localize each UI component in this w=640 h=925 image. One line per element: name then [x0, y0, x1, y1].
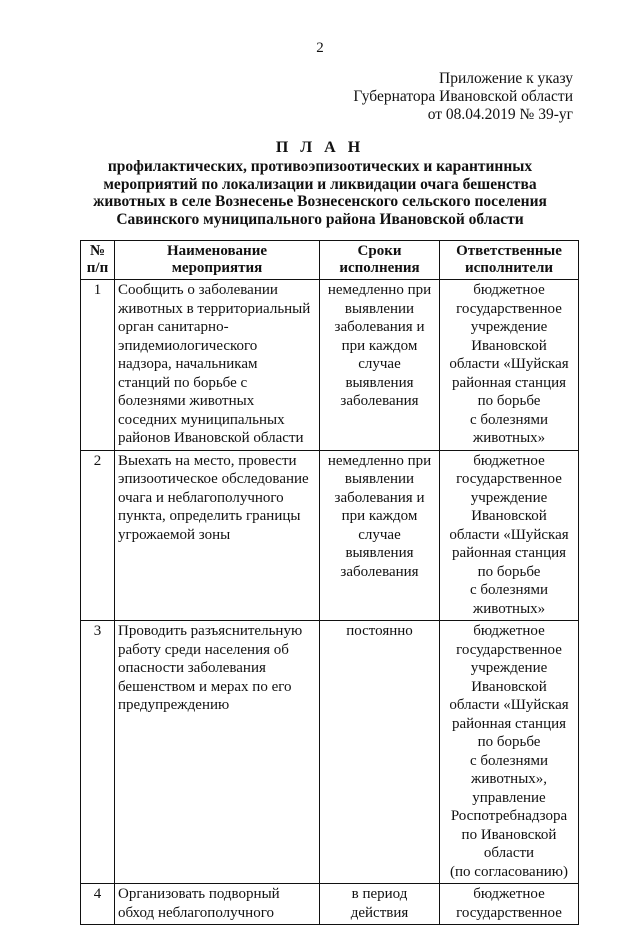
header-responsible — [440, 241, 579, 280]
row-number: 2 — [81, 450, 115, 621]
cell-line: Сообщить о заболевании — [118, 282, 278, 298]
cell-line: Проводить разъяснительную — [118, 623, 303, 639]
terms-cell — [320, 450, 440, 621]
cell-line: государственное — [456, 300, 562, 317]
subtitle-line: мероприятий по локализации и ликвидации очага бешенства — [103, 175, 537, 193]
cell-line: соседних муниципальных — [118, 411, 285, 428]
cell-line: эпизоотическое обследование — [118, 471, 309, 487]
cell-line: немедленно при — [327, 452, 432, 469]
cell-line: выявлении — [344, 471, 415, 487]
cell-line: Организовать подворный — [118, 886, 280, 902]
cell-line: государственное — [456, 641, 562, 658]
cell-line: болезнями животных — [118, 393, 255, 409]
cell-line: выявлении — [344, 300, 415, 317]
cell-line: действия — [350, 904, 409, 921]
activity-cell — [115, 884, 320, 925]
responsible-cell — [440, 621, 579, 884]
activity-cell — [115, 280, 320, 451]
cell-line: животных в территориальный — [118, 300, 311, 317]
cell-line: Ивановской — [471, 678, 547, 695]
header-line: исполнители — [464, 260, 554, 276]
cell-line: с болезнями — [469, 411, 549, 428]
cell-line: работу среди населения об — [118, 641, 289, 658]
cell-line: с болезнями — [469, 582, 549, 598]
header-number — [81, 241, 115, 280]
cell-line: заболевания и — [334, 489, 425, 506]
cell-line: животных» — [472, 430, 546, 446]
header-line: № — [89, 243, 106, 259]
header-line: Наименование — [167, 243, 267, 259]
cell-line: бюджетное — [473, 282, 545, 298]
header-activity — [115, 241, 320, 280]
responsible-cell — [440, 884, 579, 925]
cell-line: при каждом — [341, 337, 418, 354]
cell-line: животных», — [470, 771, 548, 787]
cell-line: бюджетное — [473, 623, 545, 639]
subtitle-line: Савинского муниципального района Ивановской области — [116, 210, 524, 228]
cell-line: районная станция — [451, 545, 567, 561]
row-number: 1 — [81, 280, 115, 451]
annex-block — [353, 70, 573, 124]
cell-line: области «Шуйская — [449, 697, 569, 713]
cell-line: надзора, начальникам — [118, 356, 258, 372]
table-row — [81, 884, 579, 925]
cell-line: немедленно при — [327, 282, 432, 298]
cell-line: станций по борьбе с — [118, 374, 248, 391]
cell-line: животных» — [472, 600, 546, 617]
cell-line: выявления — [345, 374, 414, 391]
cell-line: Ивановской — [471, 337, 547, 354]
annex-line: от 08.04.2019 № 39-уг — [427, 106, 573, 123]
cell-line: (по согласованию) — [450, 863, 568, 880]
header-terms — [320, 241, 440, 280]
cell-line: государственное — [456, 471, 562, 487]
table-header-row — [81, 241, 579, 280]
activity-cell — [115, 450, 320, 621]
row-number: 3 — [81, 621, 115, 884]
cell-line: орган санитарно- — [118, 319, 229, 335]
terms-cell — [320, 621, 440, 884]
cell-line: Роспотребнадзора — [450, 808, 568, 824]
subtitle-line: профилактических, противоэпизоотических и карантинных — [107, 158, 533, 175]
cell-line: опасности заболевания — [118, 660, 266, 676]
cell-line: области — [483, 845, 535, 861]
cell-line: заболевания — [340, 563, 419, 580]
cell-line: угрожаемой зоны — [118, 526, 231, 543]
annex-line: Приложение к указу — [439, 70, 573, 87]
cell-line: предупреждению — [118, 697, 230, 713]
cell-line: Выехать на место, провести — [118, 452, 297, 469]
cell-line: по Ивановской — [461, 826, 557, 843]
cell-line: районная станция — [451, 374, 567, 391]
cell-line: случае — [358, 526, 401, 543]
header-line: мероприятия — [171, 260, 263, 276]
terms-cell — [320, 280, 440, 451]
cell-line: по борьбе — [477, 734, 541, 750]
cell-line: Ивановской — [471, 508, 547, 524]
cell-line: учреждение — [470, 660, 548, 676]
table-row — [81, 280, 579, 451]
cell-line: области «Шуйская — [449, 526, 569, 543]
cell-line: области «Шуйская — [449, 356, 569, 372]
cell-line: постоянно — [346, 623, 413, 639]
header-line: исполнения — [339, 260, 420, 276]
annex-line: Губернатора Ивановской области — [353, 88, 573, 105]
cell-line: государственное — [456, 904, 562, 921]
subtitle-line: животных в селе Вознесенье Вознесенского сельского поселения — [93, 193, 547, 210]
document-subtitle — [60, 158, 580, 228]
cell-line: обход неблагополучного — [118, 904, 274, 921]
table-row — [81, 621, 579, 884]
cell-line: бюджетное — [473, 452, 545, 469]
cell-line: по борьбе — [477, 393, 541, 409]
cell-line: с болезнями — [469, 752, 549, 769]
cell-line: при каждом — [341, 508, 418, 524]
plan-table — [80, 240, 579, 925]
header-line: Ответственные — [456, 243, 562, 259]
cell-line: по борьбе — [477, 563, 541, 580]
cell-line: учреждение — [470, 489, 548, 506]
responsible-cell — [440, 280, 579, 451]
responsible-cell — [440, 450, 579, 621]
row-number: 4 — [81, 884, 115, 925]
cell-line: бешенством и мерах по его — [118, 678, 292, 695]
cell-line: эпидемиологического — [118, 337, 258, 354]
cell-line: заболевания и — [334, 319, 425, 335]
cell-line: в период — [351, 886, 408, 902]
cell-line: случае — [358, 356, 401, 372]
page-number: 2 — [316, 40, 324, 56]
cell-line: пункта, определить границы — [118, 508, 301, 524]
cell-line: заболевания — [340, 393, 419, 409]
cell-line: очага и неблагополучного — [118, 489, 284, 506]
header-line: п/п — [86, 260, 109, 276]
cell-line: выявления — [345, 545, 414, 561]
cell-line: управление — [472, 789, 546, 806]
cell-line: учреждение — [470, 319, 548, 335]
header-line: Сроки — [357, 243, 402, 259]
terms-cell — [320, 884, 440, 925]
document-title: П Л А Н — [275, 139, 365, 156]
cell-line: бюджетное — [473, 886, 545, 902]
cell-line: районов Ивановской области — [118, 430, 304, 446]
cell-line: районная станция — [451, 715, 567, 732]
activity-cell — [115, 621, 320, 884]
table-row — [81, 450, 579, 621]
